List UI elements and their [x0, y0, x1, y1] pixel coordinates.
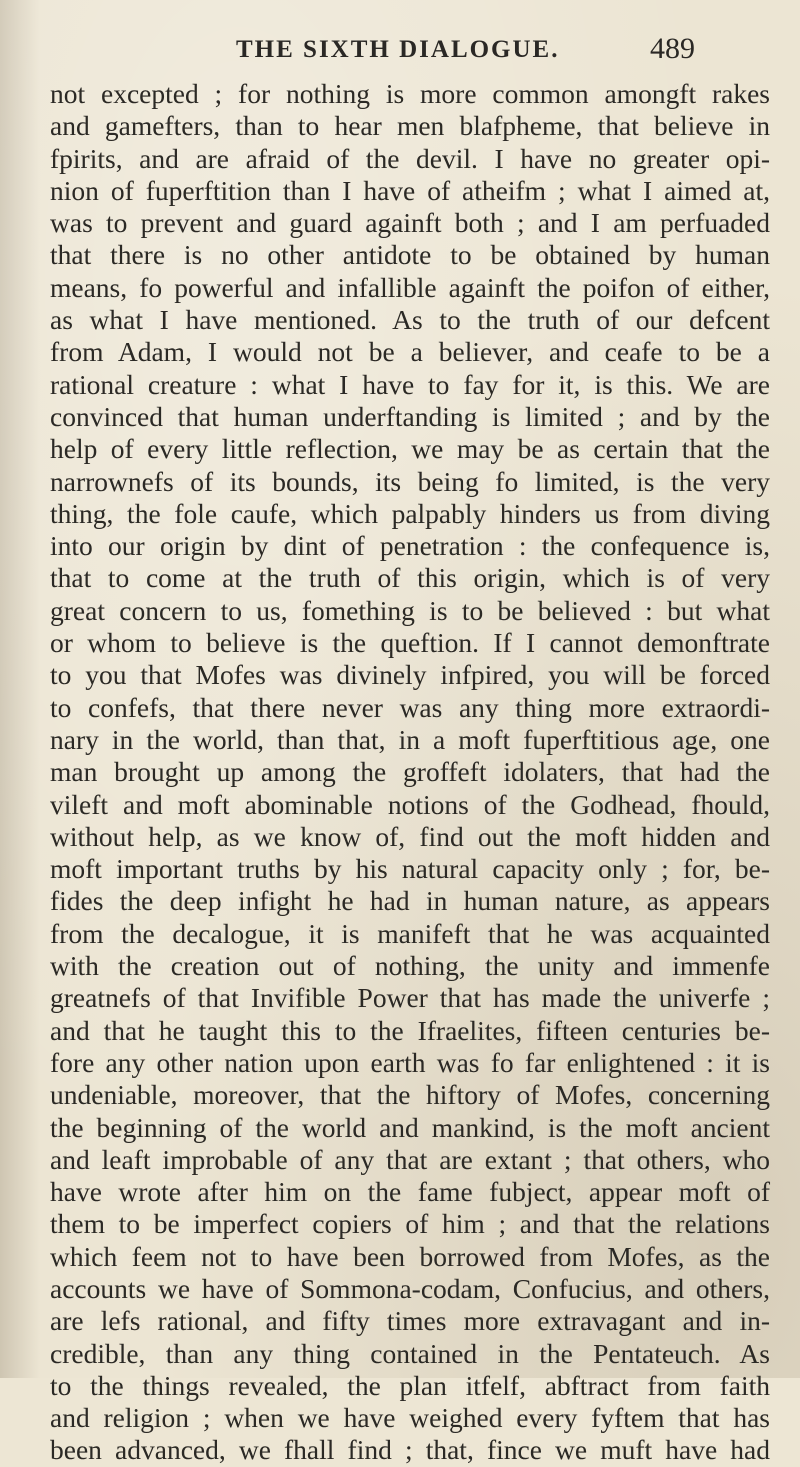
text-line: with the creation out of nothing, the unity and immenfe	[50, 950, 770, 982]
text-line: undeniable, moreover, that the hiftory of Mofes, concerning	[50, 1079, 770, 1111]
text-line: nary in the world, than that, in a moft fuperftitious age, one	[50, 723, 770, 755]
text-line: accounts we have of Sommona-codam, Confucius, and others,	[50, 1272, 770, 1304]
page-number: 489	[650, 32, 695, 65]
text-line: which feem not to have been borrowed from Mofes, as the	[50, 1240, 770, 1272]
text-line: are lefs rational, and fifty times more extravagant and in-	[50, 1305, 770, 1337]
text-line: and that he taught this to the Ifraelites, fifteen centuries be-	[50, 1014, 770, 1046]
text-line: to confefs, that there never was any thing more extraordi-	[50, 691, 770, 723]
text-line: was to prevent and guard againft both ; and I am perfuaded	[50, 207, 770, 239]
text-line: have wrote after him on the fame fubject, appear moft of	[50, 1176, 770, 1208]
text-line: without help, as we know of, find out the moft hidden and	[50, 820, 770, 852]
text-line: from the decalogue, it is manifeft that he was acquainted	[50, 917, 770, 949]
running-title: THE SIXTH DIALOGUE.	[236, 36, 560, 63]
page-header	[0, 32, 800, 72]
text-line: the beginning of the world and mankind, is the moft ancient	[50, 1111, 770, 1143]
text-line: means, fo powerful and infallible againft the poifon of either,	[50, 271, 770, 303]
text-line: rational creature : what I have to fay for it, is this. We are	[50, 368, 770, 400]
text-line: into our origin by dint of penetration : the confequence is,	[50, 530, 770, 562]
text-line: not excepted ; for nothing is more common amongft rakes	[50, 78, 770, 109]
text-line: that there is no other antidote to be obtained by human	[50, 239, 770, 271]
text-line: from Adam, I would not be a believer, and ceafe to be a	[50, 336, 770, 368]
text-line: and gamefters, than to hear men blafpheme, that believe in	[50, 110, 770, 142]
text-line: moft important truths by his natural capacity only ; for, be-	[50, 853, 770, 885]
text-line: to the things revealed, the plan itfelf, abftract from faith	[50, 1369, 770, 1401]
text-line: help of every little reflection, we may be as certain that the	[50, 433, 770, 465]
text-line: or whom to believe is the queftion. If I cannot demonftrate	[50, 627, 770, 659]
text-line: them to be imperfect copiers of him ; and that the relations	[50, 1208, 770, 1240]
body-text	[50, 78, 770, 1467]
text-line: great concern to us, fomething is to be believed : but what	[50, 594, 770, 626]
text-line: and leaft improbable of any that are extant ; that others, who	[50, 1143, 770, 1175]
text-line: to you that Mofes was divinely infpired, you will be forced	[50, 659, 770, 691]
text-line: vileft and moft abominable notions of the Godhead, fhould,	[50, 788, 770, 820]
text-line: man brought up among the groffeft idolaters, that had the	[50, 756, 770, 788]
text-line: and religion ; when we have weighed every fyftem that has	[50, 1402, 770, 1434]
text-line: thing, the fole caufe, which palpably hinders us from diving	[50, 497, 770, 529]
text-line: narrownefs of its bounds, its being fo limited, is the very	[50, 465, 770, 497]
text-line: fore any other nation upon earth was fo far enlightened : it is	[50, 1046, 770, 1078]
text-line: as what I have mentioned. As to the truth of our defcent	[50, 304, 770, 336]
text-line: convinced that human underftanding is limited ; and by the	[50, 400, 770, 432]
text-line: greatnefs of that Invifible Power that has made the univerfe ;	[50, 982, 770, 1014]
text-line: fpirits, and are afraid of the devil. I have no greater opi-	[50, 142, 770, 174]
text-line: credible, than any thing contained in the Pentateuch. As	[50, 1337, 770, 1369]
text-line: been advanced, we fhall find ; that, fince we muft have had	[50, 1434, 770, 1466]
text-line: that to come at the truth of this origin, which is of very	[50, 562, 770, 594]
text-line: nion of fuperftition than I have of atheifm ; what I aimed at,	[50, 174, 770, 206]
text-line: fides the deep infight he had in human nature, as appears	[50, 885, 770, 917]
